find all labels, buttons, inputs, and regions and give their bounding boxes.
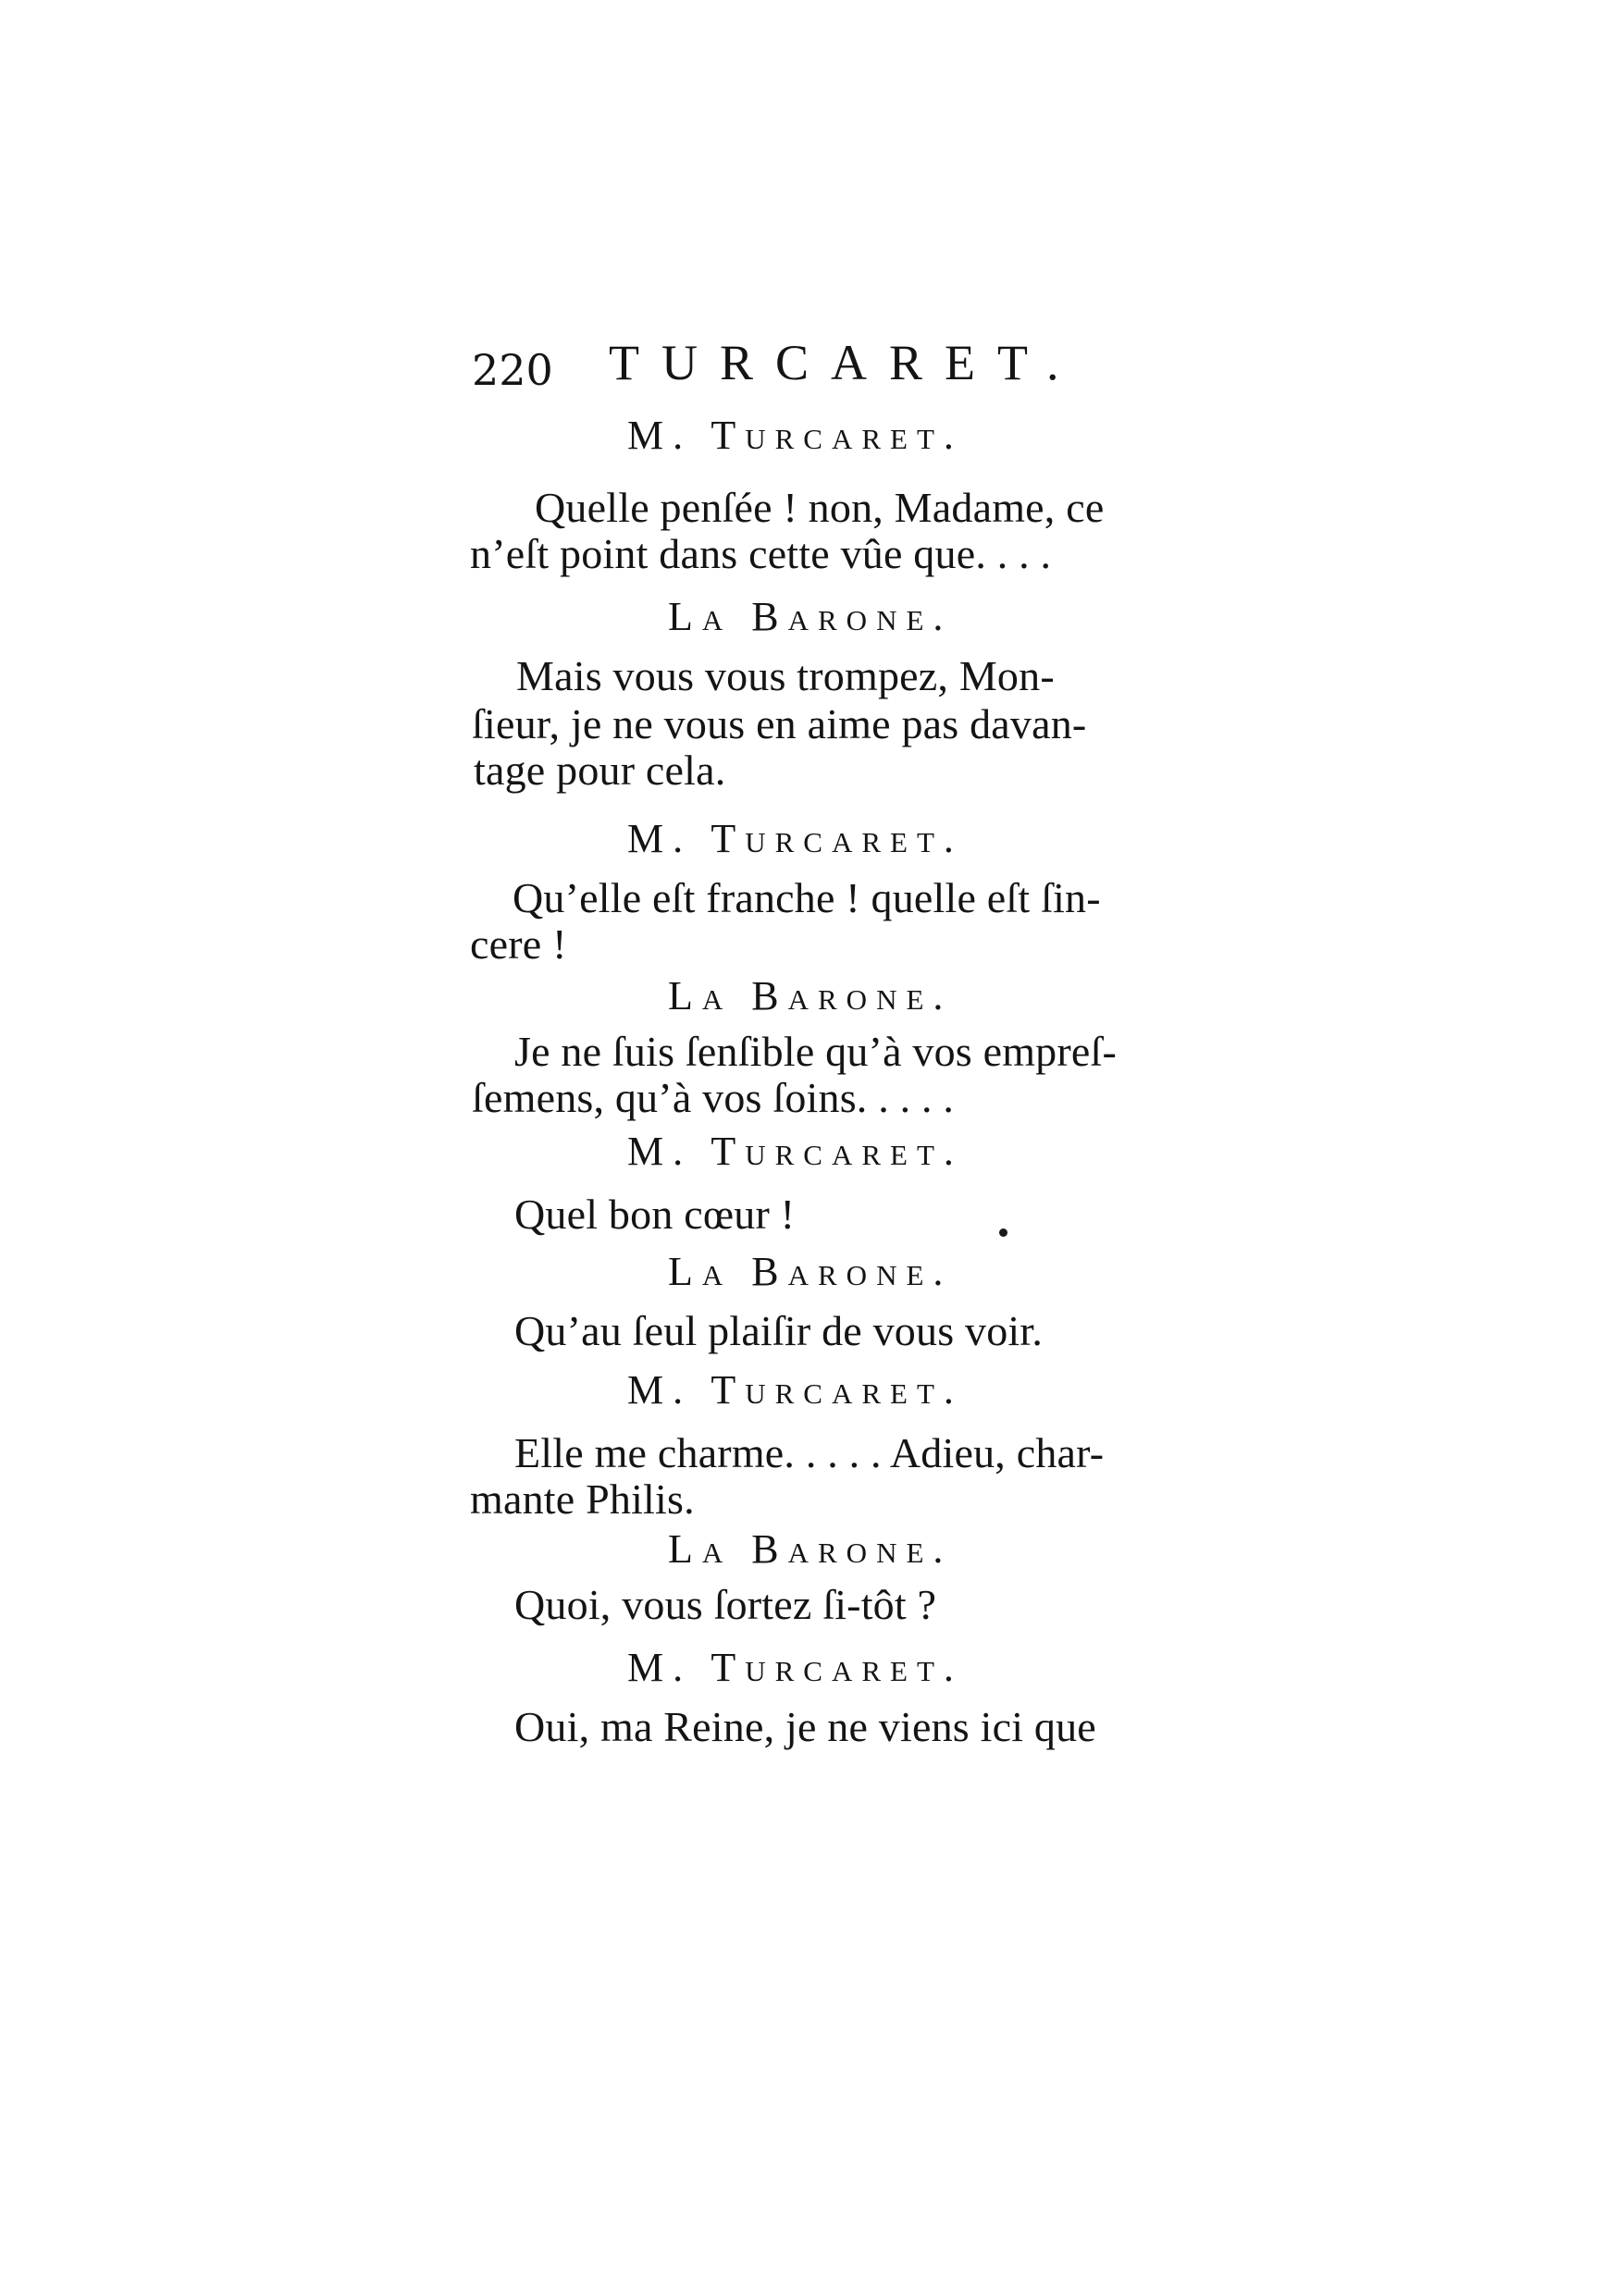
dialogue-line: Qu’au ſeul plaiſir de vous voir.: [514, 1307, 1044, 1354]
speaker-name: La Barone.: [668, 1249, 953, 1294]
page-header: [0, 326, 1619, 400]
dialogue-line: Quoi, vous ſortez ſi-tôt ?: [514, 1581, 937, 1628]
page-number: 220: [472, 345, 553, 395]
ink-dot: [999, 1228, 1007, 1237]
speaker-name: M. Turcaret.: [627, 816, 963, 861]
running-title: TURCARET.: [609, 335, 1081, 390]
dialogue-line: Je ne ſuis ſenſible qu’à vos empreſ-: [514, 1028, 1118, 1075]
dialogue-line: Qu’elle eſt franche ! quelle eſt ſin-: [513, 874, 1101, 921]
speaker-name: La Barone.: [668, 594, 953, 639]
dialogue-line: Quel bon cœur !: [514, 1191, 796, 1238]
dialogue-line: n’eſt point dans cette vûe que. . . .: [470, 530, 1052, 577]
dialogue-line: ſemens, qu’à vos ſoins. . . . .: [472, 1074, 955, 1121]
dialogue-line: Mais vous vous trompez, Mon-: [516, 652, 1055, 699]
dialogue-line: ſieur, je ne vous en aime pas davan-: [472, 700, 1087, 747]
dialogue-line: Quelle penſée ! non, Madame, ce: [535, 484, 1105, 531]
dialogue-line: mante Philis.: [470, 1475, 695, 1523]
speaker-name: La Barone.: [668, 1526, 953, 1572]
speaker-name: M. Turcaret.: [627, 1367, 963, 1413]
speaker-name: M. Turcaret.: [627, 1645, 963, 1690]
speaker-name: M. Turcaret.: [627, 413, 963, 458]
dialogue-line: Elle me charme. . . . . Adieu, char-: [514, 1429, 1105, 1476]
dialogue-line: cere !: [470, 920, 567, 968]
speaker-name: La Barone.: [668, 973, 953, 1018]
dialogue-line: tage pour cela.: [474, 747, 726, 794]
dialogue-line: Oui, ma Reine, je ne viens ici que: [514, 1703, 1096, 1750]
speaker-name: M. Turcaret.: [627, 1129, 963, 1174]
